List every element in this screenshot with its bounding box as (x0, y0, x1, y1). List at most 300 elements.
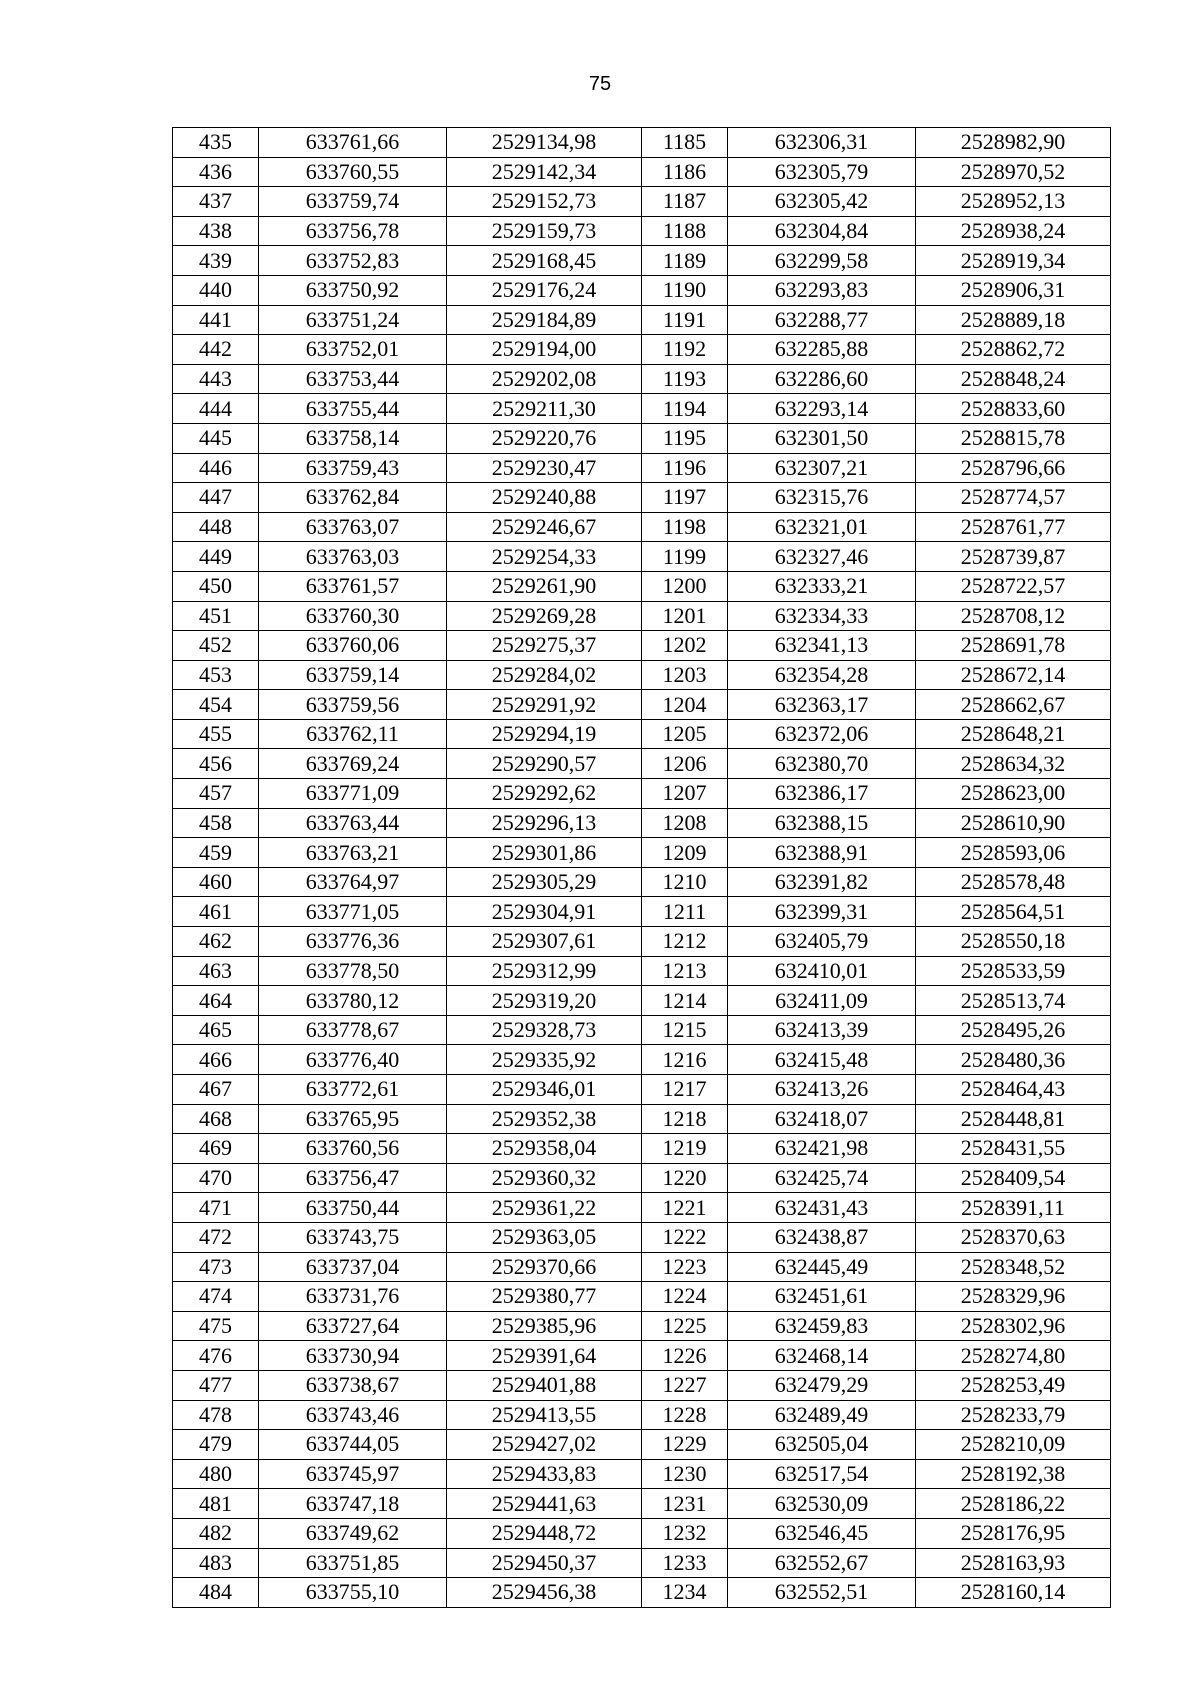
cell-y-coordinate: 2528722,57 (916, 571, 1111, 601)
cell-y-coordinate: 2528623,00 (916, 779, 1111, 809)
cell-point-number: 479 (173, 1430, 259, 1460)
cell-y-coordinate: 2528464,43 (916, 1075, 1111, 1105)
table-row (173, 1400, 1111, 1430)
cell-point-number: 443 (173, 364, 259, 394)
cell-y-coordinate: 2528513,74 (916, 986, 1111, 1016)
cell-point-number: 1199 (642, 542, 728, 572)
table-row (173, 423, 1111, 453)
cell-x-coordinate: 632411,09 (728, 986, 916, 1016)
cell-x-coordinate: 632505,04 (728, 1430, 916, 1460)
cell-y-coordinate: 2529176,24 (447, 275, 642, 305)
cell-y-coordinate: 2528448,81 (916, 1104, 1111, 1134)
cell-x-coordinate: 633760,30 (259, 601, 447, 631)
cell-y-coordinate: 2529301,86 (447, 838, 642, 868)
cell-y-coordinate: 2529433,83 (447, 1459, 642, 1489)
cell-y-coordinate: 2529413,55 (447, 1400, 642, 1430)
cell-point-number: 1190 (642, 275, 728, 305)
cell-y-coordinate: 2529159,73 (447, 216, 642, 246)
cell-point-number: 1198 (642, 512, 728, 542)
cell-point-number: 1226 (642, 1341, 728, 1371)
cell-point-number: 457 (173, 779, 259, 809)
table-row (173, 453, 1111, 483)
cell-x-coordinate: 633765,95 (259, 1104, 447, 1134)
cell-point-number: 475 (173, 1311, 259, 1341)
table-row (173, 1578, 1111, 1608)
cell-x-coordinate: 633727,64 (259, 1311, 447, 1341)
table-row (173, 305, 1111, 335)
cell-y-coordinate: 2529450,37 (447, 1548, 642, 1578)
cell-x-coordinate: 632489,49 (728, 1400, 916, 1430)
cell-x-coordinate: 632341,13 (728, 631, 916, 661)
table-row (173, 838, 1111, 868)
cell-point-number: 470 (173, 1163, 259, 1193)
cell-y-coordinate: 2529134,98 (447, 128, 642, 158)
cell-y-coordinate: 2528192,38 (916, 1459, 1111, 1489)
cell-x-coordinate: 632421,98 (728, 1134, 916, 1164)
cell-x-coordinate: 633763,44 (259, 808, 447, 838)
table-row (173, 719, 1111, 749)
cell-x-coordinate: 633747,18 (259, 1489, 447, 1519)
cell-y-coordinate: 2529335,92 (447, 1045, 642, 1075)
cell-point-number: 1227 (642, 1370, 728, 1400)
cell-point-number: 438 (173, 216, 259, 246)
cell-x-coordinate: 632413,26 (728, 1075, 916, 1105)
cell-point-number: 482 (173, 1518, 259, 1548)
cell-point-number: 460 (173, 867, 259, 897)
cell-point-number: 1213 (642, 956, 728, 986)
cell-x-coordinate: 633738,67 (259, 1370, 447, 1400)
cell-y-coordinate: 2529370,66 (447, 1252, 642, 1282)
cell-point-number: 439 (173, 246, 259, 276)
cell-point-number: 1220 (642, 1163, 728, 1193)
cell-x-coordinate: 633750,92 (259, 275, 447, 305)
cell-x-coordinate: 633743,46 (259, 1400, 447, 1430)
table-row (173, 1075, 1111, 1105)
cell-point-number: 1191 (642, 305, 728, 335)
table-row (173, 1341, 1111, 1371)
cell-y-coordinate: 2529361,22 (447, 1193, 642, 1223)
cell-x-coordinate: 632307,21 (728, 453, 916, 483)
cell-x-coordinate: 632552,51 (728, 1578, 916, 1608)
cell-x-coordinate: 632415,48 (728, 1045, 916, 1075)
cell-x-coordinate: 633769,24 (259, 749, 447, 779)
cell-point-number: 437 (173, 187, 259, 217)
cell-point-number: 1208 (642, 808, 728, 838)
cell-y-coordinate: 2529261,90 (447, 571, 642, 601)
coordinates-table-body (173, 128, 1111, 1608)
cell-x-coordinate: 633755,10 (259, 1578, 447, 1608)
cell-y-coordinate: 2528672,14 (916, 660, 1111, 690)
cell-y-coordinate: 2528815,78 (916, 423, 1111, 453)
cell-y-coordinate: 2529230,47 (447, 453, 642, 483)
cell-x-coordinate: 632431,43 (728, 1193, 916, 1223)
cell-x-coordinate: 633764,97 (259, 867, 447, 897)
cell-y-coordinate: 2528274,80 (916, 1341, 1111, 1371)
cell-point-number: 472 (173, 1222, 259, 1252)
cell-y-coordinate: 2529305,29 (447, 867, 642, 897)
cell-point-number: 1225 (642, 1311, 728, 1341)
cell-y-coordinate: 2528480,36 (916, 1045, 1111, 1075)
cell-point-number: 1203 (642, 660, 728, 690)
cell-y-coordinate: 2528186,22 (916, 1489, 1111, 1519)
cell-point-number: 1216 (642, 1045, 728, 1075)
table-row (173, 542, 1111, 572)
cell-x-coordinate: 632418,07 (728, 1104, 916, 1134)
cell-point-number: 1210 (642, 867, 728, 897)
cell-y-coordinate: 2528253,49 (916, 1370, 1111, 1400)
table-row (173, 394, 1111, 424)
cell-y-coordinate: 2529456,38 (447, 1578, 642, 1608)
cell-point-number: 442 (173, 335, 259, 365)
cell-x-coordinate: 632288,77 (728, 305, 916, 335)
coordinates-table (172, 127, 1111, 1608)
table-row (173, 275, 1111, 305)
table-row (173, 512, 1111, 542)
cell-x-coordinate: 632315,76 (728, 483, 916, 513)
cell-y-coordinate: 2528691,78 (916, 631, 1111, 661)
cell-x-coordinate: 633756,47 (259, 1163, 447, 1193)
cell-y-coordinate: 2529202,08 (447, 364, 642, 394)
cell-point-number: 1215 (642, 1015, 728, 1045)
cell-point-number: 435 (173, 128, 259, 158)
cell-x-coordinate: 633758,14 (259, 423, 447, 453)
cell-x-coordinate: 632306,31 (728, 128, 916, 158)
cell-y-coordinate: 2529360,32 (447, 1163, 642, 1193)
cell-point-number: 1202 (642, 631, 728, 661)
cell-x-coordinate: 633759,74 (259, 187, 447, 217)
cell-point-number: 1207 (642, 779, 728, 809)
cell-y-coordinate: 2529284,02 (447, 660, 642, 690)
table-row (173, 1548, 1111, 1578)
cell-x-coordinate: 633755,44 (259, 394, 447, 424)
cell-x-coordinate: 633751,24 (259, 305, 447, 335)
cell-x-coordinate: 633743,75 (259, 1222, 447, 1252)
cell-x-coordinate: 632304,84 (728, 216, 916, 246)
cell-y-coordinate: 2529275,37 (447, 631, 642, 661)
cell-point-number: 474 (173, 1282, 259, 1312)
cell-point-number: 1196 (642, 453, 728, 483)
table-row (173, 1222, 1111, 1252)
table-row (173, 1311, 1111, 1341)
cell-point-number: 452 (173, 631, 259, 661)
cell-x-coordinate: 632399,31 (728, 897, 916, 927)
cell-point-number: 1211 (642, 897, 728, 927)
cell-point-number: 456 (173, 749, 259, 779)
cell-y-coordinate: 2528302,96 (916, 1311, 1111, 1341)
cell-point-number: 1233 (642, 1548, 728, 1578)
cell-point-number: 446 (173, 453, 259, 483)
cell-x-coordinate: 633778,50 (259, 956, 447, 986)
cell-x-coordinate: 632391,82 (728, 867, 916, 897)
cell-y-coordinate: 2529292,62 (447, 779, 642, 809)
table-row (173, 1489, 1111, 1519)
cell-y-coordinate: 2529152,73 (447, 187, 642, 217)
cell-x-coordinate: 632388,91 (728, 838, 916, 868)
table-row (173, 246, 1111, 276)
table-row (173, 779, 1111, 809)
cell-y-coordinate: 2529363,05 (447, 1222, 642, 1252)
cell-y-coordinate: 2529290,57 (447, 749, 642, 779)
cell-point-number: 436 (173, 157, 259, 187)
cell-point-number: 1219 (642, 1134, 728, 1164)
cell-point-number: 478 (173, 1400, 259, 1430)
table-row (173, 927, 1111, 957)
cell-point-number: 451 (173, 601, 259, 631)
cell-y-coordinate: 2528391,11 (916, 1193, 1111, 1223)
cell-x-coordinate: 633778,67 (259, 1015, 447, 1045)
cell-y-coordinate: 2529240,88 (447, 483, 642, 513)
cell-y-coordinate: 2528233,79 (916, 1400, 1111, 1430)
table-row (173, 986, 1111, 1016)
cell-x-coordinate: 633730,94 (259, 1341, 447, 1371)
cell-y-coordinate: 2528889,18 (916, 305, 1111, 335)
cell-y-coordinate: 2529269,28 (447, 601, 642, 631)
table-row (173, 897, 1111, 927)
cell-x-coordinate: 633750,44 (259, 1193, 447, 1223)
cell-x-coordinate: 633776,40 (259, 1045, 447, 1075)
table-row (173, 216, 1111, 246)
cell-x-coordinate: 633771,09 (259, 779, 447, 809)
cell-x-coordinate: 632459,83 (728, 1311, 916, 1341)
cell-point-number: 455 (173, 719, 259, 749)
cell-point-number: 1187 (642, 187, 728, 217)
cell-x-coordinate: 633756,78 (259, 216, 447, 246)
cell-y-coordinate: 2529391,64 (447, 1341, 642, 1371)
cell-x-coordinate: 632301,50 (728, 423, 916, 453)
cell-y-coordinate: 2529328,73 (447, 1015, 642, 1045)
cell-y-coordinate: 2528495,26 (916, 1015, 1111, 1045)
table-row (173, 1163, 1111, 1193)
cell-y-coordinate: 2529352,38 (447, 1104, 642, 1134)
table-row (173, 808, 1111, 838)
cell-y-coordinate: 2528761,77 (916, 512, 1111, 542)
cell-point-number: 1188 (642, 216, 728, 246)
cell-point-number: 462 (173, 927, 259, 957)
cell-point-number: 1185 (642, 128, 728, 158)
cell-y-coordinate: 2529307,61 (447, 927, 642, 957)
cell-x-coordinate: 633763,21 (259, 838, 447, 868)
table-row (173, 571, 1111, 601)
table-row (173, 1134, 1111, 1164)
cell-point-number: 1200 (642, 571, 728, 601)
cell-point-number: 1223 (642, 1252, 728, 1282)
cell-point-number: 1234 (642, 1578, 728, 1608)
cell-x-coordinate: 633762,11 (259, 719, 447, 749)
cell-y-coordinate: 2529448,72 (447, 1518, 642, 1548)
cell-point-number: 1197 (642, 483, 728, 513)
cell-x-coordinate: 632372,06 (728, 719, 916, 749)
cell-x-coordinate: 632299,58 (728, 246, 916, 276)
cell-y-coordinate: 2528409,54 (916, 1163, 1111, 1193)
cell-point-number: 1195 (642, 423, 728, 453)
table-row (173, 1370, 1111, 1400)
table-row (173, 128, 1111, 158)
cell-y-coordinate: 2528708,12 (916, 601, 1111, 631)
cell-y-coordinate: 2529380,77 (447, 1282, 642, 1312)
cell-x-coordinate: 632286,60 (728, 364, 916, 394)
cell-point-number: 469 (173, 1134, 259, 1164)
cell-x-coordinate: 632380,70 (728, 749, 916, 779)
cell-y-coordinate: 2528634,32 (916, 749, 1111, 779)
cell-y-coordinate: 2528796,66 (916, 453, 1111, 483)
cell-x-coordinate: 632386,17 (728, 779, 916, 809)
cell-x-coordinate: 633731,76 (259, 1282, 447, 1312)
cell-y-coordinate: 2529304,91 (447, 897, 642, 927)
table-row (173, 1045, 1111, 1075)
cell-x-coordinate: 633745,97 (259, 1459, 447, 1489)
cell-point-number: 449 (173, 542, 259, 572)
cell-y-coordinate: 2529254,33 (447, 542, 642, 572)
cell-point-number: 461 (173, 897, 259, 927)
cell-y-coordinate: 2528970,52 (916, 157, 1111, 187)
cell-point-number: 1204 (642, 690, 728, 720)
cell-x-coordinate: 633761,66 (259, 128, 447, 158)
cell-point-number: 467 (173, 1075, 259, 1105)
cell-x-coordinate: 633780,12 (259, 986, 447, 1016)
cell-y-coordinate: 2528160,14 (916, 1578, 1111, 1608)
table-row (173, 1430, 1111, 1460)
cell-y-coordinate: 2529194,00 (447, 335, 642, 365)
table-row (173, 1518, 1111, 1548)
cell-y-coordinate: 2529168,45 (447, 246, 642, 276)
cell-x-coordinate: 632333,21 (728, 571, 916, 601)
table-row (173, 690, 1111, 720)
cell-point-number: 447 (173, 483, 259, 513)
cell-point-number: 483 (173, 1548, 259, 1578)
cell-y-coordinate: 2529319,20 (447, 986, 642, 1016)
cell-point-number: 444 (173, 394, 259, 424)
cell-point-number: 441 (173, 305, 259, 335)
cell-point-number: 1205 (642, 719, 728, 749)
cell-point-number: 1194 (642, 394, 728, 424)
cell-y-coordinate: 2528370,63 (916, 1222, 1111, 1252)
cell-x-coordinate: 632363,17 (728, 690, 916, 720)
cell-x-coordinate: 632405,79 (728, 927, 916, 957)
cell-point-number: 480 (173, 1459, 259, 1489)
cell-point-number: 1217 (642, 1075, 728, 1105)
table-row (173, 1193, 1111, 1223)
cell-y-coordinate: 2528348,52 (916, 1252, 1111, 1282)
cell-point-number: 1224 (642, 1282, 728, 1312)
cell-point-number: 471 (173, 1193, 259, 1223)
cell-y-coordinate: 2528431,55 (916, 1134, 1111, 1164)
cell-x-coordinate: 632517,54 (728, 1459, 916, 1489)
cell-x-coordinate: 632445,49 (728, 1252, 916, 1282)
cell-x-coordinate: 632334,33 (728, 601, 916, 631)
cell-y-coordinate: 2529291,92 (447, 690, 642, 720)
cell-point-number: 484 (173, 1578, 259, 1608)
cell-point-number: 445 (173, 423, 259, 453)
cell-x-coordinate: 632293,83 (728, 275, 916, 305)
cell-y-coordinate: 2528862,72 (916, 335, 1111, 365)
cell-point-number: 1221 (642, 1193, 728, 1223)
cell-point-number: 1212 (642, 927, 728, 957)
cell-y-coordinate: 2528982,90 (916, 128, 1111, 158)
cell-point-number: 1230 (642, 1459, 728, 1489)
table-row (173, 364, 1111, 394)
cell-y-coordinate: 2528952,13 (916, 187, 1111, 217)
cell-y-coordinate: 2528919,34 (916, 246, 1111, 276)
cell-x-coordinate: 633763,03 (259, 542, 447, 572)
cell-point-number: 454 (173, 690, 259, 720)
table-row (173, 956, 1111, 986)
table-row (173, 157, 1111, 187)
cell-point-number: 1232 (642, 1518, 728, 1548)
cell-x-coordinate: 632479,29 (728, 1370, 916, 1400)
cell-point-number: 1222 (642, 1222, 728, 1252)
cell-point-number: 458 (173, 808, 259, 838)
table-row (173, 335, 1111, 365)
table-row (173, 1252, 1111, 1282)
cell-point-number: 1201 (642, 601, 728, 631)
cell-x-coordinate: 633762,84 (259, 483, 447, 513)
cell-point-number: 1228 (642, 1400, 728, 1430)
cell-point-number: 1229 (642, 1430, 728, 1460)
cell-x-coordinate: 633752,83 (259, 246, 447, 276)
cell-y-coordinate: 2529294,19 (447, 719, 642, 749)
cell-point-number: 1189 (642, 246, 728, 276)
table-row (173, 660, 1111, 690)
cell-y-coordinate: 2529184,89 (447, 305, 642, 335)
cell-y-coordinate: 2528564,51 (916, 897, 1111, 927)
cell-y-coordinate: 2528906,31 (916, 275, 1111, 305)
cell-point-number: 468 (173, 1104, 259, 1134)
cell-y-coordinate: 2529358,04 (447, 1134, 642, 1164)
cell-x-coordinate: 633760,56 (259, 1134, 447, 1164)
cell-y-coordinate: 2528662,67 (916, 690, 1111, 720)
table-row (173, 1459, 1111, 1489)
cell-point-number: 1193 (642, 364, 728, 394)
table-row (173, 867, 1111, 897)
cell-y-coordinate: 2529346,01 (447, 1075, 642, 1105)
cell-point-number: 448 (173, 512, 259, 542)
cell-x-coordinate: 633760,06 (259, 631, 447, 661)
cell-y-coordinate: 2529220,76 (447, 423, 642, 453)
cell-x-coordinate: 632305,42 (728, 187, 916, 217)
cell-x-coordinate: 632413,39 (728, 1015, 916, 1045)
cell-y-coordinate: 2528593,06 (916, 838, 1111, 868)
cell-point-number: 481 (173, 1489, 259, 1519)
cell-x-coordinate: 633751,85 (259, 1548, 447, 1578)
cell-y-coordinate: 2529296,13 (447, 808, 642, 838)
cell-y-coordinate: 2529312,99 (447, 956, 642, 986)
cell-x-coordinate: 632327,46 (728, 542, 916, 572)
cell-x-coordinate: 632546,45 (728, 1518, 916, 1548)
cell-y-coordinate: 2528774,57 (916, 483, 1111, 513)
cell-x-coordinate: 633761,57 (259, 571, 447, 601)
table-row (173, 631, 1111, 661)
cell-point-number: 477 (173, 1370, 259, 1400)
cell-point-number: 465 (173, 1015, 259, 1045)
cell-y-coordinate: 2529401,88 (447, 1370, 642, 1400)
cell-point-number: 1218 (642, 1104, 728, 1134)
table-row (173, 1282, 1111, 1312)
cell-x-coordinate: 632354,28 (728, 660, 916, 690)
cell-point-number: 464 (173, 986, 259, 1016)
cell-x-coordinate: 633759,14 (259, 660, 447, 690)
cell-point-number: 476 (173, 1341, 259, 1371)
cell-y-coordinate: 2528648,21 (916, 719, 1111, 749)
cell-x-coordinate: 633752,01 (259, 335, 447, 365)
cell-x-coordinate: 633776,36 (259, 927, 447, 957)
cell-x-coordinate: 632468,14 (728, 1341, 916, 1371)
cell-x-coordinate: 633737,04 (259, 1252, 447, 1282)
cell-point-number: 453 (173, 660, 259, 690)
cell-x-coordinate: 633759,43 (259, 453, 447, 483)
cell-x-coordinate: 633760,55 (259, 157, 447, 187)
cell-x-coordinate: 633772,61 (259, 1075, 447, 1105)
cell-point-number: 1186 (642, 157, 728, 187)
